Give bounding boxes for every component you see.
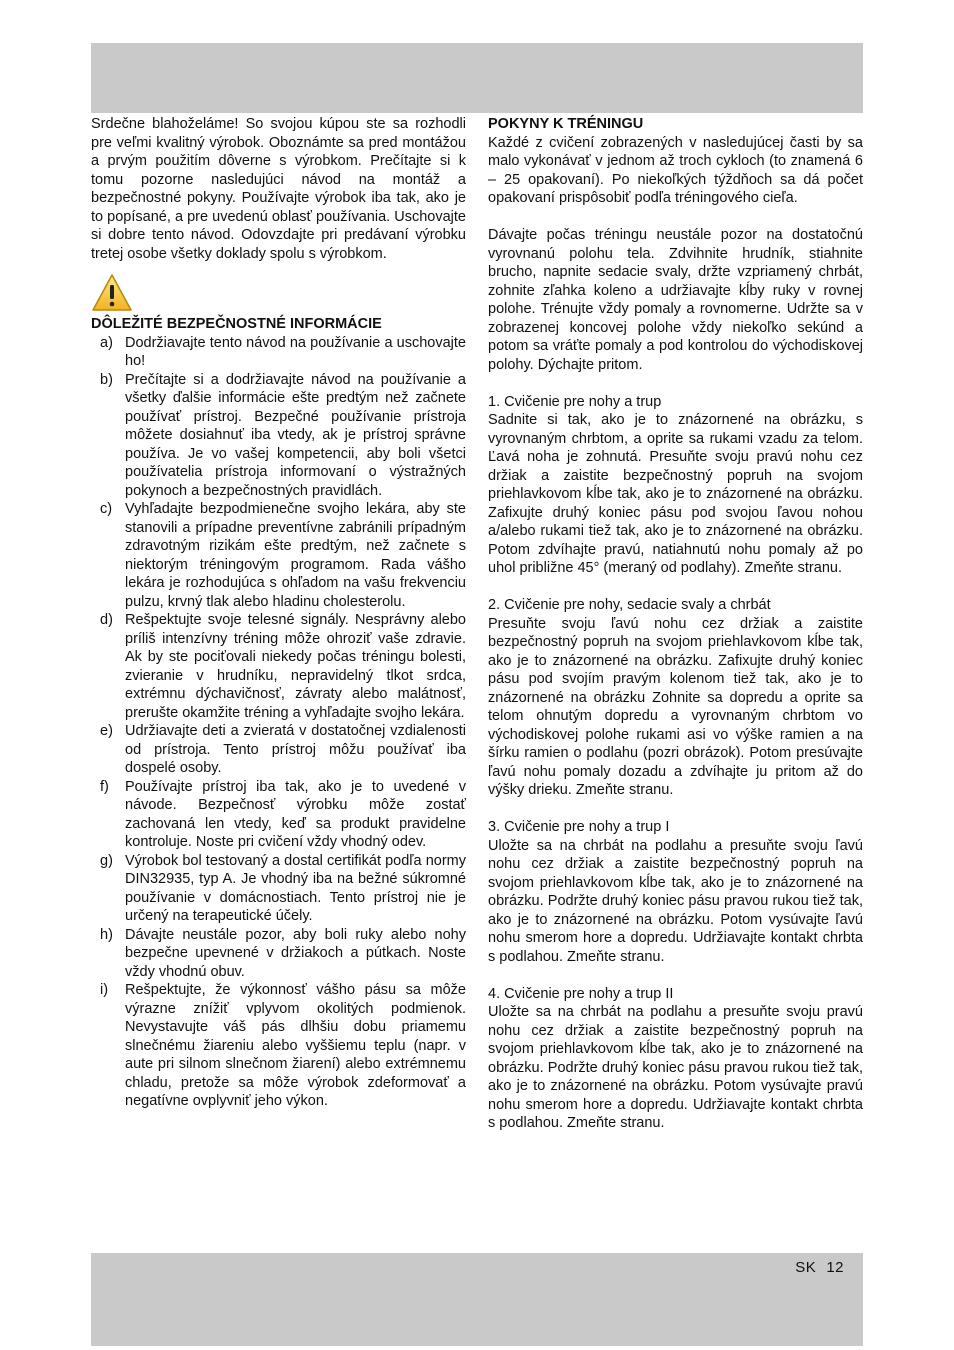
page-number-value: 12: [826, 1259, 844, 1276]
safety-heading: DÔLEŽITÉ BEZPEČNOSTNÉ INFORMÁCIE: [91, 316, 382, 332]
exercise-text: Uložte sa na chrbát na podlahu a presuňte svoju ľavú nohu cez držiak a zaistite bezpečnostný popruh na svojom priehlavkovom kĺbe tak, ako je to znázornené na obrázku. Podržte druhý koniec pásu pravou rukou tiež tak, ako je to znázornené na obrázku. Potom vysúvajte ľavú nohu smerom hore a dopredu. Udržiavajte kontakt chrbta s podlahou. Zmeňte stranu.: [488, 837, 863, 965]
exercise-title: 4. Cvičenie pre nohy a trup II: [488, 985, 674, 1002]
list-item: [91, 722, 466, 778]
exercise-text: Presuňte svoju ľavú nohu cez držiak a zaistite bezpečnostný popruh na svojom priehlavkovom kĺbe tak, ako je to znázornené na obrázku. Zafixujte druhý koniec pásu pod svojím pravým kolenom tiež tak, ako je to znázornené na obrázku Zohnite sa dopredu a oprite sa telom ohnutým dopredu a vyrovnaným chrbtom vo východiskovej polohe rukami asi vo výške ramien a na šírku ramien o podlahu (pozri obrázok). Potom presúvajte ľavú nohu pomaly dozadu a zdvíhajte ju pritom až do výšky drieku. Zmeňte stranu.: [488, 615, 863, 798]
list-item: [91, 334, 466, 371]
list-marker: h): [100, 926, 113, 943]
list-item: [91, 981, 466, 1111]
footer-band: [91, 1253, 863, 1346]
exercise-text: Uložte sa na chrbát na podlahu a presuňte svoju pravú nohu cez držiak a zaistite bezpečnostný popruh na svojom priehlavkovom kĺbe tak, ako je to znázornené na obrázku. Podržte druhý koniec pásu pravou rukou tiež tak, ako je to znázornené na obrázku. Potom vysúvajte pravú nohu smerom hore a dopredu. Udržiavajte kontakt chrbta s podlahou. Zmeňte stranu.: [488, 1004, 863, 1131]
training-paragraph: Každé z cvičení zobrazených v nasledujúcej časti by sa malo vykonávať v jednom až troch cykloch (to znamená 6 – 25 opakovaní). Po niekoľkých týždňoch sa dá počet opakovaní prispôsobiť podľa tréningového cieľa.: [488, 134, 863, 206]
list-item-text: Udržiavajte deti a zvieratá v dostatočnej vzdialenosti od prístroja. Tento prístroj môžu používať iba dospelé osoby.: [125, 723, 466, 776]
list-item-text: Dávajte neustále pozor, aby boli ruky alebo nohy bezpečne upevnené v držiakoch a pútkach. Noste vždy vhodnú obuv.: [125, 926, 466, 980]
list-marker: e): [100, 723, 113, 739]
list-item-text: Používajte prístroj iba tak, ako je to uvedené v návode. Bezpečnosť výrobku môže zostať zachovaná len vtedy, keď sa produkt pravidelne kontroluje. Noste pri cvičení vždy vhodný odev.: [125, 778, 466, 850]
list-item-text: Dodržiavajte tento návod na používanie a uschovajte ho!: [125, 334, 466, 369]
list-marker: c): [100, 501, 113, 517]
warning-triangle-icon: [91, 273, 133, 313]
list-item-text: Rešpektujte svoje telesné signály. Nesprávny alebo príliš intenzívny tréning môže ohroziť vaše zdravie. Ak by ste pociťovali niekedy počas tréningu bolesti, zvieranie v hrudníku, nepravidelný tlkot srdca, extrémnu dýchavičnosť, závraty alebo malátnosť, prerušte okamžite tréning a vyhľadajte svojho lekára.: [125, 612, 466, 721]
page-number: [795, 1259, 844, 1276]
exercise-text: Sadnite si tak, ako je to znázornené na obrázku, s vyrovnaným chrbtom, a oprite sa rukami vzadu za telom. Ľavá noha je zohnutá. Presuňte svoju pravú nohu cez držiak a zaistite bezpečnostný popruh na svojom priehlavkovom kĺbe tak, ako je to znázornené na obrázku. Zafixujte druhý koniec pásu pod svojou ľavou nohou a/alebo rukami tiež tak, ako je to znázornené na obrázku. Potom zdvíhajte pravú, natiahnutú nohu pomaly až po uhol približne 45° (meraný od podlahy). Zmeňte stranu.: [488, 412, 863, 576]
intro-paragraph: Srdečne blahoželáme! So svojou kúpou ste sa rozhodli pre veľmi kvalitný výrobok. Oboznámte sa pred montážou a prvým použitím dôverne s výrobkom. Prečítajte si k tomu pozorne nasledujúci návod na montáž a bezpečnostné pokyny. Používajte výrobok iba tak, ako je to popísané, a pre uvedenú oblasť používania. Uschovajte si dobre tento návod. Odovzdajte pri predávaní výrobku tretej osobe všetky doklady spolu s výrobkom.: [91, 116, 466, 262]
list-item: [91, 926, 466, 982]
list-item: [91, 500, 466, 611]
header-band: [91, 43, 863, 113]
list-item: [91, 611, 466, 722]
language-code: SK: [795, 1259, 817, 1276]
left-column: [91, 115, 466, 1111]
right-column: [488, 115, 863, 1133]
list-marker: b): [100, 371, 113, 388]
list-marker: i): [100, 982, 109, 998]
exercise-title: 2. Cvičenie pre nohy, sedacie svaly a chrbát: [488, 597, 771, 613]
list-item-text: Rešpektujte, že výkonnosť vášho pásu sa môže výrazne znížiť vplyvom okolitých podmienok. Nevystavujte váš pás dlhšiu dobu priamemu slnečnému žiareniu alebo vyššiemu teplu (napr. v aute pri silnom slnečnom žiarení) alebo extrémnemu chladu, pretože sa môže výrobok zdeformovať a negatívne ovplyvniť jeho výkon.: [125, 982, 466, 1109]
list-item: [91, 778, 466, 852]
exercise-title: 1. Cvičenie pre nohy a trup: [488, 393, 662, 410]
list-item: [91, 852, 466, 926]
safety-list: [91, 334, 466, 1111]
list-item-text: Výrobok bol testovaný a dostal certifikát podľa normy DIN32935, typ A. Je vhodný iba na bežné súkromné používanie v domácnostiach. Tento prístroj nie je určený na terapeutické účely.: [125, 852, 466, 924]
exercise-title: 3. Cvičenie pre nohy a trup I: [488, 819, 670, 835]
list-item: [91, 371, 466, 501]
training-paragraph: Dávajte počas tréningu neustále pozor na dostatočnú vyrovnanú polohu tela. Zdvihnite hrudník, stiahnite brucho, napnite sedacie svaly, držte vzpriamený chrbát, zohnite zľahka koleno a udržiavajte kĺby ruky v rovnej polohe. Trénujte vždy pomaly a rovnomerne. Udržte sa v zobrazenej koncovej polohe vždy niekoľko sekúnd a potom sa vráťte pomaly a pod kontrolou do východiskovej polohy. Dýchajte pritom.: [488, 227, 863, 373]
list-marker: f): [100, 778, 109, 795]
list-marker: d): [100, 612, 113, 628]
list-marker: g): [100, 852, 113, 869]
list-marker: a): [100, 334, 113, 351]
training-heading: POKYNY K TRÉNINGU: [488, 116, 644, 132]
list-item-text: Prečítajte si a dodržiavajte návod na používanie a všetky ďalšie informácie ešte predtým než začnete používať prístroj. Bezpečné používanie prístroja môžete dosiahnuť iba vtedy, ak je prístroj správne používa. Je vo vašej kompetencii, aby boli všetci používatelia prístroja informovaní o výstražných pokynoch a bezpečnostných pravidlách.: [125, 371, 466, 499]
list-item-text: Vyhľadajte bezpodmienečne svojho lekára, aby ste stanovili a prípadne preventívne zabránili prípadným zdravotným rizikám ešte predtým, než začnete s niektorým tréningovým programom. Rada vášho lekára je rozhodujúca s ohľadom na vašu frekvenciu pulzu, krvný tlak alebo hladinu cholesterolu.: [125, 501, 466, 610]
